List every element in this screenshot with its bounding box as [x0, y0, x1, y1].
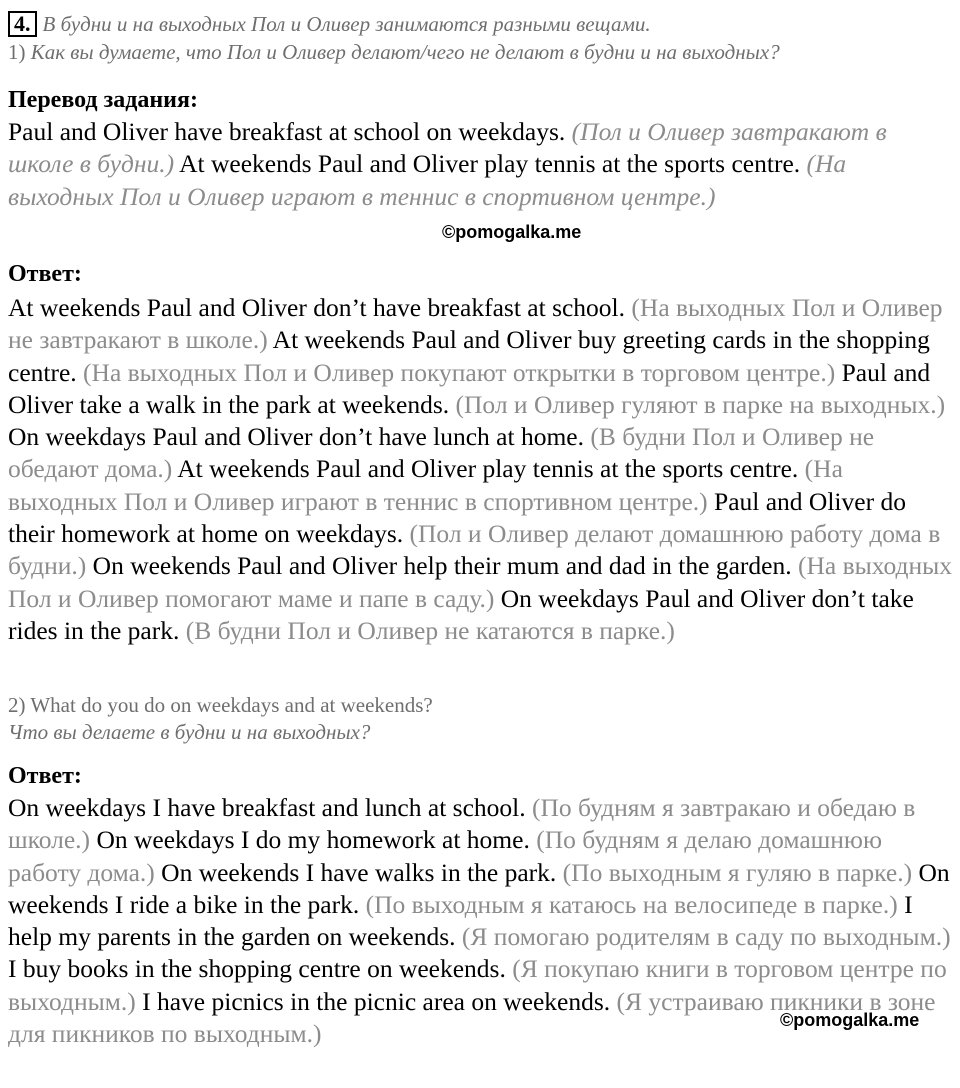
sentence-en: I buy books in the shopping centre on weekends. [8, 954, 506, 984]
sentence-ru: (На выходных Пол и Оливер покупают открытки в торговом центре.) [83, 357, 836, 387]
sentence-en: I have picnics in the picnic area on weekends. [142, 986, 611, 1016]
sentence-ru: (Я устраиваю пикники в зоне для пикников по выходным.) [8, 986, 936, 1049]
answer-paragraph [8, 292, 953, 647]
task-header [8, 10, 953, 66]
sentence-en: On weekdays I have breakfast and lunch at school. [8, 793, 526, 822]
sentence-ru: (В будни Пол и Оливер не обедают дома.) [8, 422, 875, 484]
translation-heading: Перевод задания: [8, 87, 198, 113]
task-line-2 [8, 38, 953, 66]
sentence-ru: (На выходных Пол и Оливер не завтракают в школе.) [8, 293, 943, 355]
sentence-ru: (Пол и Оливер делают домашнюю работу дома в будни.) [8, 519, 941, 581]
sentence-en: Paul and Oliver do their homework at home on weekdays. [8, 486, 906, 549]
sentence-en: Paul and Oliver take a walk in the park at weekends. [8, 357, 931, 419]
sentence-ru: (В будни Пол и Оливер не катаются в парке.) [185, 615, 675, 645]
task-number: 4. [8, 11, 37, 37]
sentence-en: On weekdays Paul and Oliver don’t take rides in the park. [8, 583, 914, 645]
subtask-number: 1) [8, 40, 26, 64]
sentence-en: At weekends Paul and Oliver buy greeting cards in the shopping centre. [8, 325, 930, 387]
sentence-en: On weekends I ride a bike in the park. [8, 857, 950, 919]
question-2-en: 2) What do you do on weekdays and at weekends? [8, 693, 433, 717]
question-2-ru: Что вы делаете в будни и на выходных? [8, 720, 371, 744]
sentence-en: On weekends Paul and Oliver help their mum and dad in the garden. [92, 551, 792, 581]
translation-paragraph [8, 116, 953, 213]
answer-heading: Ответ: [8, 763, 82, 789]
sentence-ru: (На выходных Пол и Оливер играют в теннис в спортивном центре.) [8, 454, 843, 516]
sentence-en: On weekdays I do my homework at home. [96, 825, 530, 855]
sentence-ru: (По выходным я гуляю в парке.) [562, 857, 913, 887]
sentence-en: On weekends I have walks in the park. [161, 857, 557, 887]
sentence-en: At weekends Paul and Oliver play tennis at the sports centre. [179, 149, 801, 179]
sentence-ru: (На выходных Пол и Оливер помогают маме и папе в саду.) [8, 551, 953, 613]
watermark: ©pomogalka.me [780, 1010, 920, 1030]
task-instruction: В будни и на выходных Пол и Оливер занимаются разными вещами. [42, 12, 651, 36]
sentence-ru: (По будням я завтракаю и обедаю в школе.) [8, 793, 916, 855]
sentence-ru: (Я покупаю книги в торговом центре по выходным.) [8, 954, 947, 1016]
sentence-en: Paul and Oliver have breakfast at school on weekdays. [8, 117, 566, 146]
subtask-question: Как вы думаете, что Пол и Оливер делают/чего не делают в будни и на выходных? [30, 40, 780, 64]
sentence-en: At weekends Paul and Oliver don’t have breakfast at school. [8, 293, 626, 322]
answer-heading: Ответ: [8, 261, 82, 287]
watermark: ©pomogalka.me [442, 222, 582, 242]
sentence-ru: (По будням я делаю домашнюю работу дома.) [8, 825, 883, 887]
sentence-en: I help my parents in the garden on weekends. [8, 889, 913, 952]
sentence-ru: (По выходным я катаюсь на велосипеде в парке.) [365, 889, 898, 919]
sentence-ru: (Пол и Оливер гуляют в парке на выходных.) [455, 389, 946, 419]
sentence-ru: (Я помогаю родителям в саду по выходным.) [461, 922, 951, 952]
sentence-en: On weekdays Paul and Oliver don’t have lunch at home. [8, 422, 584, 452]
sentence-ru: (Пол и Оливер завтракают в школе в будни.) [8, 117, 887, 179]
task-line-1 [8, 10, 953, 38]
sentence-ru: (На выходных Пол и Оливер играют в теннис в спортивном центре.) [8, 149, 847, 211]
sentence-en: At weekends Paul and Oliver play tennis at the sports centre. [177, 454, 799, 484]
